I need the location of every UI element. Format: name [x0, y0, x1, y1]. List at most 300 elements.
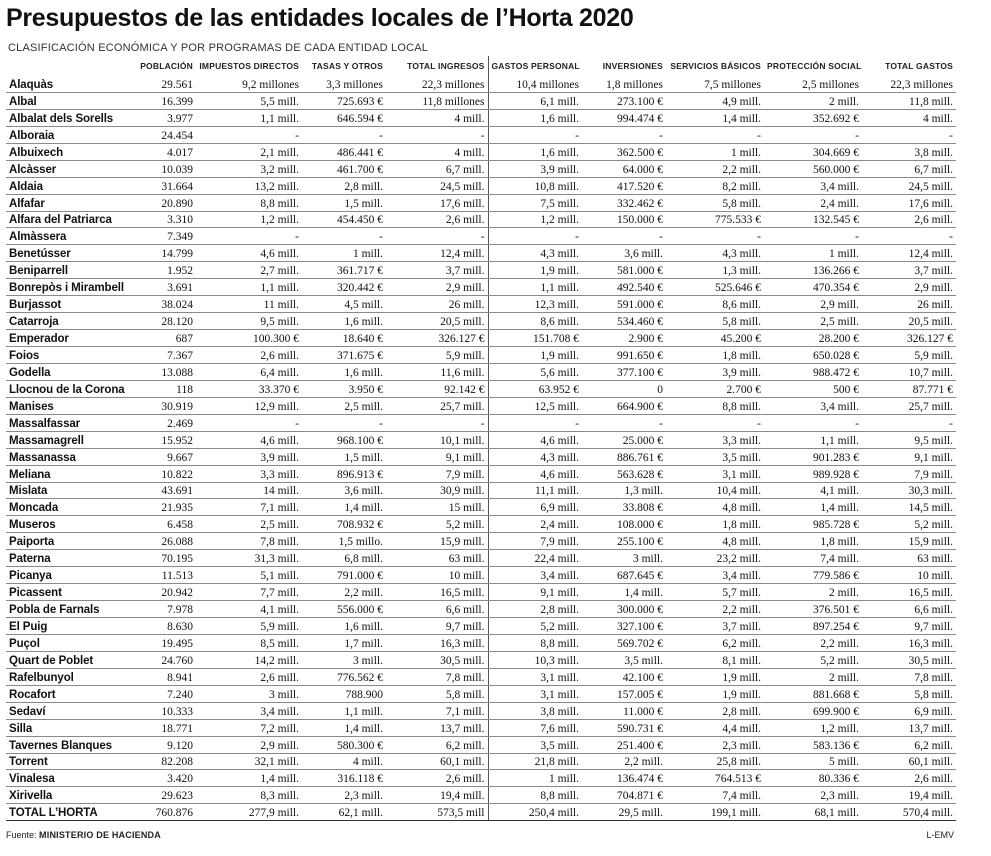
table-cell: 775.533 €	[666, 211, 764, 228]
table-cell: 150.000 €	[582, 211, 666, 228]
table-row	[6, 601, 956, 618]
entity-name-cell: Tavernes Blanques	[6, 736, 134, 753]
table-cell: 12,4 mill.	[386, 245, 488, 262]
table-cell: 1,6 mill.	[488, 109, 582, 126]
table-cell: 7,9 mill.	[862, 465, 956, 482]
table-cell: 13.088	[134, 363, 196, 380]
table-cell: 15.952	[134, 431, 196, 448]
table-cell: 1,8 mill.	[666, 347, 764, 364]
table-cell: 28.120	[134, 313, 196, 330]
table-cell: 3,6 mill.	[582, 245, 666, 262]
entity-name-cell: Almàssera	[6, 228, 134, 245]
table-cell: 5,2 mill.	[386, 516, 488, 533]
entity-name-cell: Bonrepòs i Mirambell	[6, 279, 134, 296]
table-cell: 3,4 mill.	[764, 397, 862, 414]
table-cell: 2,2 mill.	[666, 601, 764, 618]
table-cell: 25,7 mill.	[862, 397, 956, 414]
table-cell: 20.942	[134, 584, 196, 601]
table-cell: 136.474 €	[582, 770, 666, 787]
table-cell: 1,5 millo.	[302, 533, 386, 550]
entity-name-cell: Llocnou de la Corona	[6, 380, 134, 397]
table-cell: 326.127 €	[386, 330, 488, 347]
table-cell: 1,6 mill.	[302, 363, 386, 380]
table-cell: 4,6 mill.	[196, 431, 302, 448]
table-cell: 26 mill.	[386, 296, 488, 313]
table-cell: 30,9 mill.	[386, 482, 488, 499]
table-cell: 3,4 mill.	[764, 177, 862, 194]
table-cell: 64.000 €	[582, 160, 666, 177]
table-cell: 2,1 mill.	[196, 143, 302, 160]
table-cell: 991.650 €	[582, 347, 666, 364]
table-cell: 63.952 €	[488, 380, 582, 397]
entity-name-cell: Silla	[6, 719, 134, 736]
table-cell: 8,6 mill.	[666, 296, 764, 313]
table-row	[6, 567, 956, 584]
table-cell: 1,9 mill.	[488, 347, 582, 364]
entity-name-cell: Picassent	[6, 584, 134, 601]
table-cell: 25.000 €	[582, 431, 666, 448]
table-row	[6, 211, 956, 228]
table-cell: 994.474 €	[582, 109, 666, 126]
table-cell: 43.691	[134, 482, 196, 499]
table-cell: 10.822	[134, 465, 196, 482]
table-cell: 87.771 €	[862, 380, 956, 397]
table-cell: 15,9 mill.	[386, 533, 488, 550]
table-cell: 687	[134, 330, 196, 347]
header-personnel-costs: GASTOS PERSONAL	[488, 56, 582, 76]
table-cell: 80.336 €	[764, 770, 862, 787]
entity-name-cell: Rocafort	[6, 685, 134, 702]
table-cell: 277,9 mill.	[196, 804, 302, 821]
entity-name-cell: Godella	[6, 363, 134, 380]
table-cell: 11,6 mill.	[386, 363, 488, 380]
table-cell: 10,7 mill.	[862, 363, 956, 380]
table-cell: 362.500 €	[582, 143, 666, 160]
entity-name-cell: Beniparrell	[6, 262, 134, 279]
table-cell: 6,4 mill.	[196, 363, 302, 380]
entity-name-cell: Rafelbunyol	[6, 668, 134, 685]
table-cell: 17,6 mill.	[862, 194, 956, 211]
table-cell: -	[582, 126, 666, 143]
entity-name-cell: El Puig	[6, 618, 134, 635]
table-cell: -	[386, 414, 488, 431]
table-cell: 3,3 mill.	[666, 431, 764, 448]
bottom-rule	[6, 820, 956, 821]
table-cell: 2,8 mill.	[302, 177, 386, 194]
table-cell: -	[488, 414, 582, 431]
table-cell: 3.691	[134, 279, 196, 296]
table-cell: 454.450 €	[302, 211, 386, 228]
table-cell: 3,1 mill.	[666, 465, 764, 482]
table-cell: 11,8 mill.	[862, 92, 956, 109]
table-cell: 377.100 €	[582, 363, 666, 380]
page-title: Presupuestos de las entidades locales de l’Horta 2020	[6, 4, 634, 32]
table-cell: 699.900 €	[764, 702, 862, 719]
table-cell: 2,9 mill.	[196, 736, 302, 753]
table-cell: 10,8 mill.	[488, 177, 582, 194]
table-row	[6, 347, 956, 364]
table-cell: 3 mill.	[196, 685, 302, 702]
table-cell: 5,1 mill.	[196, 567, 302, 584]
table-cell: 6,9 mill.	[488, 499, 582, 516]
table-cell: 18.771	[134, 719, 196, 736]
table-row	[6, 651, 956, 668]
table-row	[6, 618, 956, 635]
entity-name-cell: Quart de Poblet	[6, 651, 134, 668]
table-cell: 7,4 mill.	[764, 550, 862, 567]
table-cell: 8.630	[134, 618, 196, 635]
table-cell: 11.513	[134, 567, 196, 584]
table-cell: 14,5 mill.	[862, 499, 956, 516]
table-cell: 273.100 €	[582, 92, 666, 109]
table-cell: 10.039	[134, 160, 196, 177]
entity-name-cell: Pobla de Farnals	[6, 601, 134, 618]
table-cell: 8,8 mill.	[488, 634, 582, 651]
entity-name-cell: Vinalesa	[6, 770, 134, 787]
table-cell: 2,5 mill.	[764, 313, 862, 330]
table-cell: -	[862, 414, 956, 431]
table-cell: 62,1 mill.	[302, 804, 386, 821]
table-cell: 29.561	[134, 76, 196, 92]
table-row	[6, 787, 956, 804]
table-row	[6, 465, 956, 482]
table-cell: 7,8 mill.	[386, 668, 488, 685]
table-cell: 10 mill.	[386, 567, 488, 584]
table-cell: -	[302, 126, 386, 143]
table-cell: -	[386, 228, 488, 245]
table-cell: 3,5 mill.	[488, 736, 582, 753]
table-cell: 10,4 mill.	[666, 482, 764, 499]
table-cell: 7,5 mill.	[488, 194, 582, 211]
total-row	[6, 804, 956, 821]
table-cell: 10,1 mill.	[386, 431, 488, 448]
table-cell: 8,8 mill.	[196, 194, 302, 211]
table-cell: 18.640 €	[302, 330, 386, 347]
table-cell: 132.545 €	[764, 211, 862, 228]
table-cell: 13,2 mill.	[196, 177, 302, 194]
table-cell: 687.645 €	[582, 567, 666, 584]
table-cell: 8,5 mill.	[196, 634, 302, 651]
table-cell: 486.441 €	[302, 143, 386, 160]
table-cell: 29.623	[134, 787, 196, 804]
table-cell: 985.728 €	[764, 516, 862, 533]
table-cell: 7.349	[134, 228, 196, 245]
table-cell: 7,1 mill.	[196, 499, 302, 516]
table-cell: 968.100 €	[302, 431, 386, 448]
table-cell: 3,1 mill.	[488, 685, 582, 702]
table-cell: 2,9 mill.	[386, 279, 488, 296]
table-cell: 8,6 mill.	[488, 313, 582, 330]
table-cell: 25,7 mill.	[386, 397, 488, 414]
table-cell: 6,2 mill.	[666, 634, 764, 651]
table-cell: 13,7 mill.	[386, 719, 488, 736]
entity-name-cell: Manises	[6, 397, 134, 414]
table-cell: 6.458	[134, 516, 196, 533]
table-cell: 3,2 mill.	[196, 160, 302, 177]
table-cell: 14,2 mill.	[196, 651, 302, 668]
table-cell: 10,3 mill.	[488, 651, 582, 668]
table-row	[6, 753, 956, 770]
table-cell: 2,6 mill.	[862, 211, 956, 228]
table-cell: 1,1 mill.	[488, 279, 582, 296]
table-cell: 1,2 mill.	[196, 211, 302, 228]
table-row	[6, 262, 956, 279]
table-row	[6, 313, 956, 330]
table-cell: 1,1 mill.	[196, 109, 302, 126]
table-cell: 3,4 mill.	[666, 567, 764, 584]
table-cell: 5,9 mill.	[862, 347, 956, 364]
table-cell: 8,3 mill.	[196, 787, 302, 804]
table-cell: 1,3 mill.	[666, 262, 764, 279]
table-cell: 704.871 €	[582, 787, 666, 804]
table-cell: 556.000 €	[302, 601, 386, 618]
table-cell: 7,8 mill.	[196, 533, 302, 550]
table-cell: 563.628 €	[582, 465, 666, 482]
table-row	[6, 296, 956, 313]
table-cell: 26.088	[134, 533, 196, 550]
table-cell: 570,4 mill.	[862, 804, 956, 821]
table-cell: -	[488, 228, 582, 245]
table-cell: 4.017	[134, 143, 196, 160]
credit: L-EMV	[926, 830, 954, 840]
table-cell: 583.136 €	[764, 736, 862, 753]
table-cell: 316.118 €	[302, 770, 386, 787]
table-cell: 525.646 €	[666, 279, 764, 296]
table-cell: 24.454	[134, 126, 196, 143]
table-cell: 764.513 €	[666, 770, 764, 787]
table-row	[6, 668, 956, 685]
table-cell: 63 mill.	[862, 550, 956, 567]
table-cell: 492.540 €	[582, 279, 666, 296]
table-cell: 4,6 mill.	[488, 465, 582, 482]
entity-name-cell: Emperador	[6, 330, 134, 347]
table-cell: 4,8 mill.	[666, 533, 764, 550]
table-row	[6, 533, 956, 550]
table-cell: 3,4 mill.	[196, 702, 302, 719]
table-cell: 5,5 mill.	[196, 92, 302, 109]
table-cell: 28.200 €	[764, 330, 862, 347]
source-name: MINISTERIO DE HACIENDA	[39, 830, 161, 840]
table-cell: 21,8 mill.	[488, 753, 582, 770]
table-cell: 1,9 mill.	[666, 685, 764, 702]
table-row	[6, 482, 956, 499]
table-row	[6, 584, 956, 601]
entity-name-cell: Alfara del Patriarca	[6, 211, 134, 228]
table-cell: 16,3 mill.	[386, 634, 488, 651]
table-cell: 4,3 mill.	[488, 245, 582, 262]
table-cell: 30.919	[134, 397, 196, 414]
table-cell: 8.941	[134, 668, 196, 685]
table-cell: 2,2 mill.	[582, 753, 666, 770]
table-cell: 470.354 €	[764, 279, 862, 296]
table-body	[6, 76, 956, 821]
table-cell: 2,6 mill.	[386, 211, 488, 228]
table-row	[6, 279, 956, 296]
table-cell: 8,1 mill.	[666, 651, 764, 668]
header-basic-services: SERVICIOS BÁSICOS	[670, 61, 761, 71]
table-cell: 199,1 mill.	[666, 804, 764, 821]
table-cell: 7,9 mill.	[386, 465, 488, 482]
table-cell: 361.717 €	[302, 262, 386, 279]
table-cell: 108.000 €	[582, 516, 666, 533]
table-cell: 3.950 €	[302, 380, 386, 397]
table-cell: -	[386, 126, 488, 143]
table-cell: 896.913 €	[302, 465, 386, 482]
table-cell: 118	[134, 380, 196, 397]
table-cell: 2,9 mill.	[764, 296, 862, 313]
table-cell: -	[196, 414, 302, 431]
table-cell: 38.024	[134, 296, 196, 313]
table-cell: 82.208	[134, 753, 196, 770]
table-cell: 2,3 mill.	[666, 736, 764, 753]
table-cell: 1,1 mill.	[196, 279, 302, 296]
table-cell: 581.000 €	[582, 262, 666, 279]
table-cell: 2.700 €	[666, 380, 764, 397]
table-cell: 33.808 €	[582, 499, 666, 516]
table-cell: 31,3 mill.	[196, 550, 302, 567]
table-cell: 16.399	[134, 92, 196, 109]
table-cell: 60,1 mill.	[386, 753, 488, 770]
table-cell: 3 mill.	[302, 651, 386, 668]
table-cell: 4,4 mill.	[666, 719, 764, 736]
table-cell: 3 mill.	[582, 550, 666, 567]
table-cell: 3,3 millones	[302, 76, 386, 92]
table-cell: 3,5 mill.	[582, 651, 666, 668]
table-cell: 20,5 mill.	[386, 313, 488, 330]
table-cell: 3.420	[134, 770, 196, 787]
table-cell: 3,1 mill.	[488, 668, 582, 685]
header-entity	[6, 56, 134, 76]
table-cell: 10 mill.	[862, 567, 956, 584]
table-cell: 2,6 mill.	[196, 347, 302, 364]
table-cell: 30,3 mill.	[862, 482, 956, 499]
table-cell: 12,5 mill.	[488, 397, 582, 414]
entity-name-cell: Alboraia	[6, 126, 134, 143]
table-cell: 3,5 mill.	[666, 448, 764, 465]
table-cell: 9,1 mill.	[488, 584, 582, 601]
table-cell: 2.469	[134, 414, 196, 431]
table-cell: 2,5 mill.	[302, 397, 386, 414]
entity-name-cell: Massanassa	[6, 448, 134, 465]
table-cell: 569.702 €	[582, 634, 666, 651]
table-cell: 5,2 mill.	[862, 516, 956, 533]
table-cell: 15,9 mill.	[862, 533, 956, 550]
table-row	[6, 76, 956, 92]
table-cell: 988.472 €	[764, 363, 862, 380]
entity-name-cell: Xirivella	[6, 787, 134, 804]
table-cell: 21.935	[134, 499, 196, 516]
table-row	[6, 160, 956, 177]
table-cell: 1,7 mill.	[302, 634, 386, 651]
table-cell: -	[862, 126, 956, 143]
table-cell: 6,2 mill.	[862, 736, 956, 753]
table-cell: -	[302, 414, 386, 431]
table-cell: 3,9 mill.	[488, 160, 582, 177]
table-cell: 6,2 mill.	[386, 736, 488, 753]
table-cell: 1,9 mill.	[488, 262, 582, 279]
table-cell: 251.400 €	[582, 736, 666, 753]
table-cell: 4 mill.	[302, 753, 386, 770]
table-cell: 22,3 millones	[386, 76, 488, 92]
table-cell: 12,9 mill.	[196, 397, 302, 414]
table-cell: 2,7 mill.	[196, 262, 302, 279]
table-cell: 45.200 €	[666, 330, 764, 347]
table-cell: 24,5 mill.	[386, 177, 488, 194]
entity-name-cell: Massamagrell	[6, 431, 134, 448]
table-cell: 4 mill.	[386, 143, 488, 160]
table-cell: 4,3 mill.	[488, 448, 582, 465]
table-cell: 4,3 mill.	[666, 245, 764, 262]
table-cell: 2,2 mill.	[764, 634, 862, 651]
table-cell: 5,8 mill.	[666, 313, 764, 330]
table-cell: 1.952	[134, 262, 196, 279]
table-cell: 352.692 €	[764, 109, 862, 126]
table-cell: 7.367	[134, 347, 196, 364]
header-investments: INVERSIONES	[602, 61, 663, 71]
table-cell: 1 mill.	[302, 245, 386, 262]
table-cell: 10,4 millones	[488, 76, 582, 92]
table-cell: 1,2 mill.	[764, 719, 862, 736]
table-row	[6, 194, 956, 211]
table-cell: 5,6 mill.	[488, 363, 582, 380]
table-cell: 5,2 mill.	[764, 651, 862, 668]
table-row	[6, 550, 956, 567]
table-cell: 332.462 €	[582, 194, 666, 211]
table-cell: 708.932 €	[302, 516, 386, 533]
entity-name-cell: Paiporta	[6, 533, 134, 550]
table-cell: 591.000 €	[582, 296, 666, 313]
table-row	[6, 499, 956, 516]
table-cell: 16,5 mill.	[386, 584, 488, 601]
table-cell: 31.664	[134, 177, 196, 194]
table-cell: 17,6 mill.	[386, 194, 488, 211]
table-cell: 461.700 €	[302, 160, 386, 177]
table-cell: 8,8 mill.	[666, 397, 764, 414]
table-cell: 376.501 €	[764, 601, 862, 618]
table-cell: 9,5 mill.	[862, 431, 956, 448]
table-cell: 788.900	[302, 685, 386, 702]
entity-name-cell: Benetússer	[6, 245, 134, 262]
table-cell: 9,1 mill.	[386, 448, 488, 465]
table-cell: 6,6 mill.	[862, 601, 956, 618]
table-cell: -	[862, 228, 956, 245]
budget-table	[6, 56, 956, 821]
table-cell: 2,6 mill.	[386, 770, 488, 787]
entity-name-cell: Aldaia	[6, 177, 134, 194]
table-cell: 1,4 mill.	[666, 109, 764, 126]
table-cell: 1,2 mill.	[488, 211, 582, 228]
table-cell: 8,8 mill.	[488, 787, 582, 804]
table-cell: 63 mill.	[386, 550, 488, 567]
table-cell: 901.283 €	[764, 448, 862, 465]
table-cell: 9,7 mill.	[862, 618, 956, 635]
table-cell: 2,9 mill.	[862, 279, 956, 296]
table-cell: 371.675 €	[302, 347, 386, 364]
table-cell: 9.120	[134, 736, 196, 753]
table-row	[6, 431, 956, 448]
table-header-row	[6, 56, 956, 76]
table-cell: 33.370 €	[196, 380, 302, 397]
table-cell: 1,5 mill.	[302, 194, 386, 211]
table-cell: -	[764, 228, 862, 245]
table-cell: 791.000 €	[302, 567, 386, 584]
table-cell: 897.254 €	[764, 618, 862, 635]
table-row	[6, 245, 956, 262]
table-cell: -	[582, 414, 666, 431]
table-cell: 12,4 mill.	[862, 245, 956, 262]
table-cell: 580.300 €	[302, 736, 386, 753]
table-cell: 4,8 mill.	[666, 499, 764, 516]
